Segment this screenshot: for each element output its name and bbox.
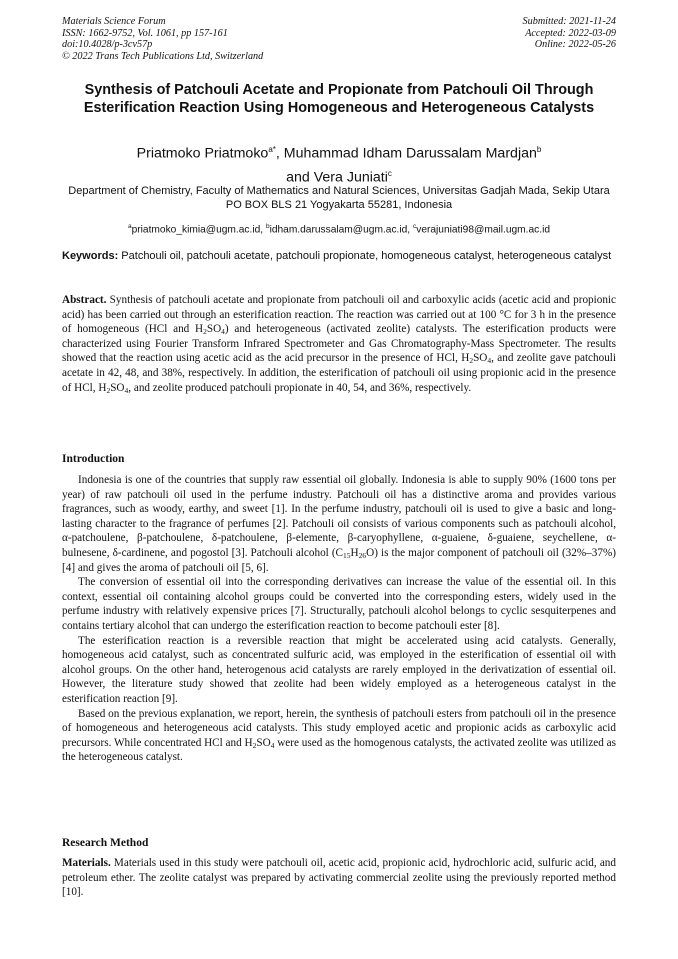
abstract [62,293,616,395]
paragraph-text: Indonesia is one of the countries that supply raw essential oil globally. Indonesia is able to supply 90% (1600 tons per year) of raw patchouli oil used in the perfume industry. Patchouli oil has a distinctive aroma and provides various fragrances, such as woody, earthy, and sweet [1]. In the perfume industry, patchouli oil is used to give a basic and long-lasting character to the fragrance of perfumes [2]. Patchouli oil consists of various components such as patchouli alcohol, α-patchoulene, β-patchoulene, δ-patchoulene, β-elemente, β-caryophyllene, α-guaiene, δ-guaiene, seychellene, α-bulnesene, δ-cardinene, and pogostol [3]. Patchouli alcohol (C [62,474,616,559]
subscript: 4 [487,356,492,366]
email-list [62,220,616,236]
accepted-date: Accepted: 2022-03-09 [525,27,616,39]
affiliation: Department of Chemistry, Faculty of Mathematics and Natural Sciences, Universitas Gadjah Mada, Sekip Utara PO BOX BLS 21 Yogyakarta 55281, Indonesia [68,185,610,212]
intro-paragraph-1 [62,473,616,575]
author-1-sup: a* [268,145,276,154]
paragraph-text: SO [256,736,271,749]
abstract-text: ) and heterogeneous (activated zeolite) catalysts. The esterification products were characterized using Fourier Transform Infrared Spectrometer and Gas Chromatography-Mass Spectrometer. The results showed that the reaction using acetic acid as the acid precursor in the presence of HCl, H [62,323,616,365]
journal-copyright: © 2022 Trans Tech Publications Ltd, Switzerland [62,50,264,62]
paragraph-text: H [350,546,359,559]
materials-section [62,856,616,900]
submission-dates [523,16,616,51]
subscript: 15 [343,550,351,560]
email-a-sup: a [127,223,132,230]
email-b-sup: b [265,223,270,230]
author-1: Priatmoko Priatmoko [136,145,269,162]
intro-paragraph-2: The conversion of essential oil into the corresponding derivatives can increase the value of the essential oil. In this context, essential oil containing alcohol groups could be converted into the corresponding esters, widely used in the perfume industry with relatively expensive prices [7]. Structurally, patchouli alcohol belongs to cyclic sesquiterpenes and contains tertiary alcohol that can undergo the esterification reaction to become patchouli ester [8]. [62,576,616,632]
paragraph-text: Based on the previous explanation, we report, herein, the synthesis of patchouli esters from patchouli oil in the presence of homogeneous and heterogeneous acid catalysts. This study employed acetic and propionic acids as carboxylic acid precursors. While concentrated HCl and H [62,707,616,749]
subscript: 4 [124,385,129,395]
subscript: 2 [203,327,207,337]
email-a: priatmoko_kimia@ugm.ac.id, [131,224,266,236]
introduction-body [62,473,616,765]
journal-doi: doi:10.4028/p-3cv57p [62,39,153,51]
materials-text: Materials used in this study were patchouli oil, acetic acid, propionic acid, hydrochloric acid, sulfuric acid, and petroleum ether. The zeolite catalyst was prepared by activating commercial zeolite using the previously reported method [10]. [62,857,616,899]
subscript: 4 [221,327,225,337]
journal-issn: ISSN: 1662-9752, Vol. 1061, pp 157-161 [62,27,228,39]
subscript: 2 [469,356,474,366]
keywords [62,249,616,264]
abstract-text: , and zeolite gave patchouli acetate in 42, 48, and 38%, respectively. In addition, the esterification of patchouli oil using propionic acid in the presence of HCl, H [62,352,617,394]
subscript: 2 [106,385,111,395]
abstract-text: SO [206,323,222,336]
author-2-sup: b [536,145,542,154]
submitted-date: Submitted: 2021-11-24 [522,16,616,27]
email-c-sup: c [412,223,417,230]
paper-title: Synthesis of Patchouli Acetate and Propionate from Patchouli Oil Through Esterification Reaction Using Homogeneous and Heterogeneous Catalysts [83,82,595,116]
author-list [62,140,616,188]
email-b: idham.darussalam@ugm.ac.id, [269,224,413,236]
paragraph-text: were used as the homogenous catalysts, the activated zeolite was utilized as the heterogeneous catalyst. [62,736,616,764]
author-3-sup: c [387,169,392,179]
author-2: Muhammad Idham Darussalam Mardjan [283,145,537,162]
materials-label: Materials. [62,857,111,869]
journal-name: Materials Science Forum [62,16,166,27]
intro-paragraph-3: The esterification reaction is a reversible reaction that might be accelerated using acid catalysts. Generally, homogeneous acid catalyst, such as concentrated sulfuric acid, was employed in the esterification of essential oil with alcohol groups. On the other hand, heterogenous acid catalysts are rarely employed in the derivatization of essential oil. However, the literature study showed that zeolite had been widely employed as a heterogeneous catalyst in the esterification reaction [9]. [62,634,616,705]
intro-paragraph-4 [62,707,616,765]
subscript: 4 [270,740,275,750]
subscript: 2 [252,740,257,750]
journal-info [62,16,263,62]
author-separator: , [275,145,284,162]
introduction-heading: Introduction [62,453,125,465]
abstract-label: Abstract. [62,294,107,306]
author-3: Vera Juniati [313,169,388,186]
abstract-text: , and zeolite produced patchouli propionate in 40, 54, and 36%, respectively. [128,381,472,394]
keywords-label: Keywords: [62,250,119,262]
subscript: 26 [358,550,367,560]
author-separator-and: and [286,169,314,186]
abstract-text: Synthesis of patchouli acetate and propionate from patchouli oil and carboxylic acids (acetic acid and propionic acid) has been carried out through an esterification reaction. The reaction was carried out at 100 °C for 3 h in the presence of homogeneous (HCl and H [62,294,616,336]
abstract-text: SO [473,352,488,365]
online-date: Online: 2022-05-26 [534,39,616,51]
email-c: verajuniati98@mail.ugm.ac.id [416,224,551,236]
paragraph-text: O) is the major component of patchouli oil (32%–37%) [4] and gives the aroma of patchouli oil [5, 6]. [62,546,617,574]
research-method-heading: Research Method [62,837,149,849]
abstract-text: SO [110,381,125,394]
keywords-text: Patchouli oil, patchouli acetate, patchouli propionate, homogeneous catalyst, heterogeneous catalyst [118,250,612,262]
